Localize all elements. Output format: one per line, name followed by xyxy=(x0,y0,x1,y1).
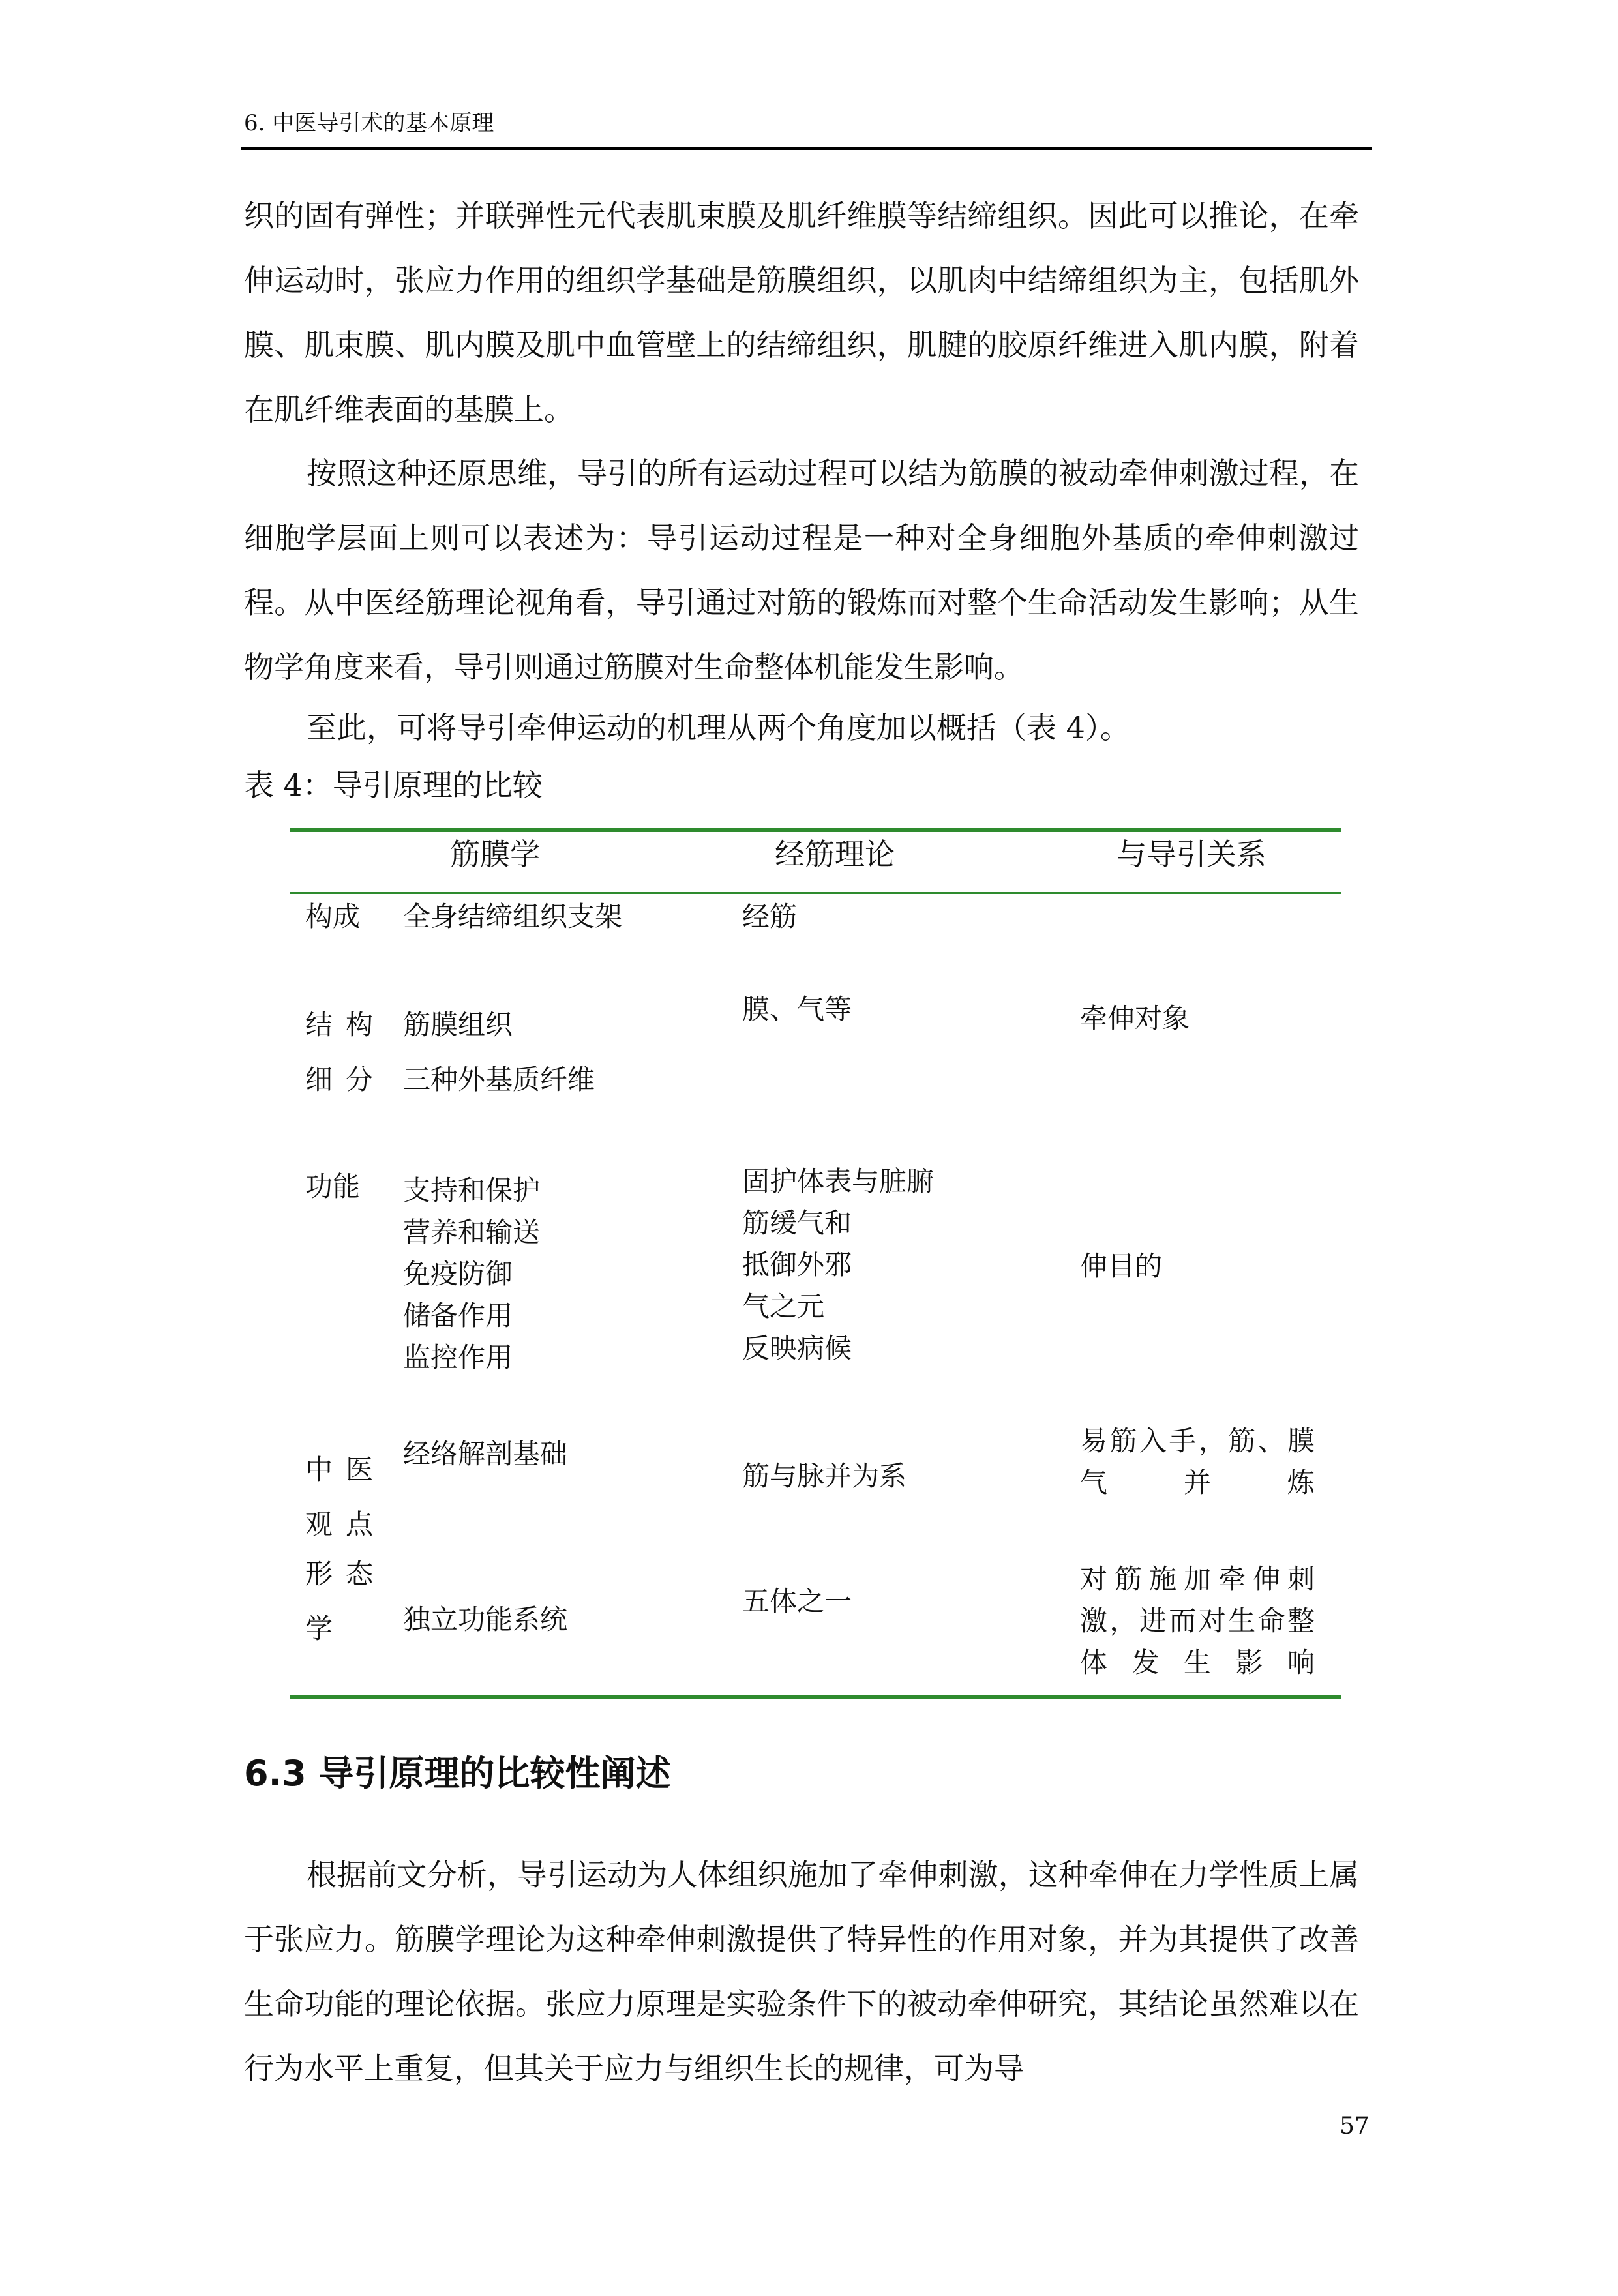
row-label-composition: 构成 xyxy=(305,901,361,932)
header-fascia: 筋膜学 xyxy=(450,837,540,872)
table-caption: 表 4：导引原理的比较 xyxy=(244,768,543,803)
cell-relation-morphology: 对筋施加牵伸刺 激，进而对生命整 体发生影响 xyxy=(1080,1563,1315,1678)
paragraph-4: 根据前文分析，导引运动为人体组织施加了牵伸刺激，这种牵伸在力学性质上属于张应力。筋膜学理论为这种牵伸刺激提供了特异性的作用对象，并为其提供了改善生命功能的理论依据。张应力原理是实验条件下的被动牵伸研究，其结论虽然难以在行为水平上重复，但其关于应力与组织生长的规律，可为导 xyxy=(244,1857,1359,2086)
cell-jingjin-composition: 经筋 xyxy=(742,901,798,932)
section-heading: 6.3 导引原理的比较性阐述 xyxy=(244,1753,671,1794)
cell-fascia-structure: 筋膜组织 三种外基质纤维 xyxy=(403,1009,595,1096)
table-top-rule xyxy=(290,828,1341,832)
row-label-function: 功能 xyxy=(305,1170,361,1202)
page-number: 57 xyxy=(1340,2113,1370,2139)
row-label-morphology: 形态 学 xyxy=(305,1558,373,1645)
cell-fascia-morphology: 独立功能系统 xyxy=(403,1603,568,1635)
table-bottom-rule xyxy=(290,1695,1341,1699)
header-rule xyxy=(241,147,1372,150)
cell-relation-tcm-view: 易筋入手，筋、膜 气并炼 xyxy=(1080,1425,1315,1498)
header-relation: 与导引关系 xyxy=(1116,837,1266,872)
row-label-tcm-view: 中医 观点 xyxy=(305,1454,373,1540)
header-jingjin: 经筋理论 xyxy=(775,837,895,872)
cell-relation-function: 伸目的 xyxy=(1080,1250,1163,1282)
paragraph-3: 至此，可将导引牵伸运动的机理从两个角度加以概括（表 4）。 xyxy=(307,710,1130,745)
cell-jingjin-tcm-view: 筋与脉并为系 xyxy=(742,1460,907,1492)
paragraph-2: 按照这种还原思维，导引的所有运动过程可以结为筋膜的被动牵伸刺激过程，在细胞学层面上则可以表述为：导引运动过程是一种对全身细胞外基质的牵伸刺激过程。从中医经筋理论视角看，导引通过对筋的锻炼而对整个生命活动发生影响；从生物学角度来看，导引则通过筋膜对生命整体机能发生影响。 xyxy=(244,456,1359,685)
cell-jingjin-morphology: 五体之一 xyxy=(742,1585,852,1617)
cell-fascia-tcm-view: 经络解剖基础 xyxy=(403,1438,568,1470)
cell-fascia-function: 支持和保护 营养和输送 免疫防御 储备作用 监控作用 xyxy=(403,1174,541,1373)
cell-jingjin-function: 固护体表与脏腑 筋缓气和 抵御外邪 气之元 反映病候 xyxy=(742,1165,935,1364)
row-label-structure: 结构 细分 xyxy=(305,1009,373,1096)
cell-relation-structure: 牵伸对象 xyxy=(1080,1002,1190,1034)
cell-fascia-composition: 全身结缔组织支架 xyxy=(403,901,623,932)
cell-jingjin-structure: 膜、气等 xyxy=(742,993,852,1025)
paragraph-1: 织的固有弹性；并联弹性元代表肌束膜及肌纤维膜等结缔组织。因此可以推论，在牵伸运动时，张应力作用的组织学基础是筋膜组织，以肌肉中结缔组织为主，包括肌外膜、肌束膜、肌内膜及肌中血管壁上的结缔组织，肌腱的胶原纤维进入肌内膜，附着在肌纤维表面的基膜上。 xyxy=(244,198,1359,427)
table-header-rule xyxy=(290,892,1341,894)
running-header: 6. 中医导引术的基本原理 xyxy=(244,110,494,136)
